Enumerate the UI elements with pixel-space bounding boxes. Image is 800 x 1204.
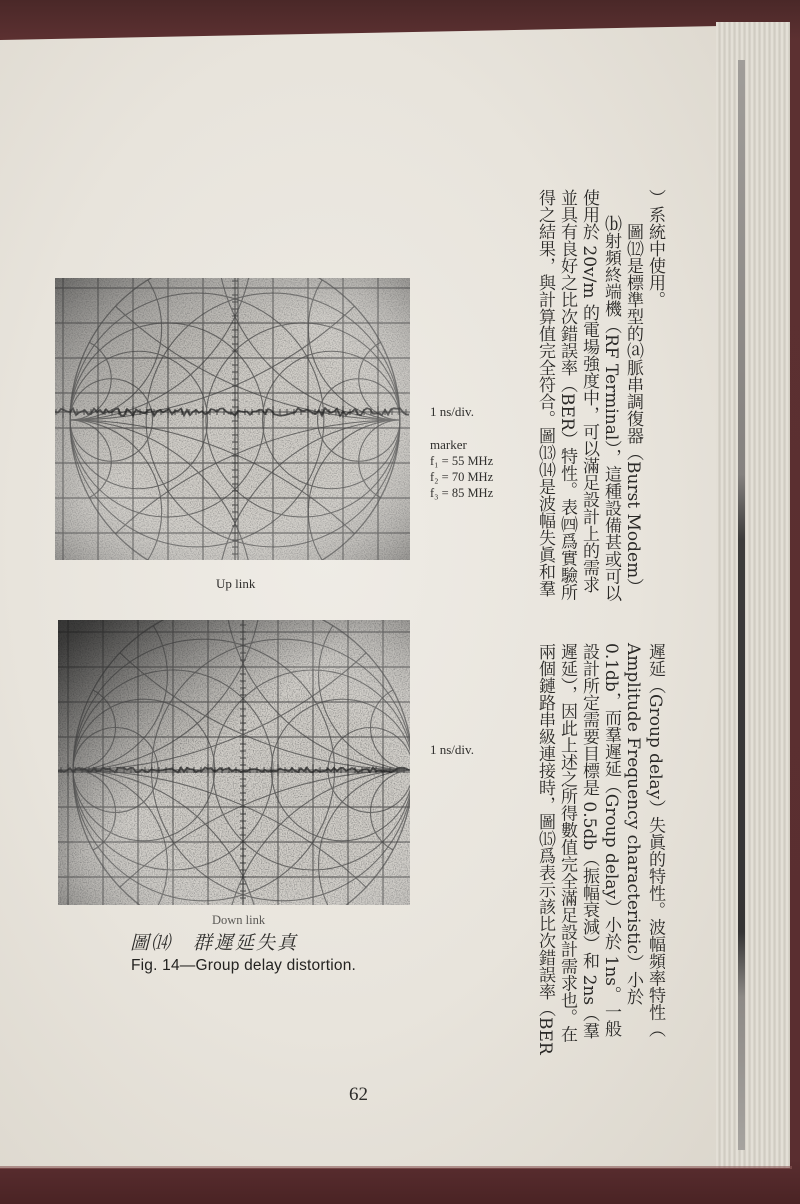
downlink-scale-label: 1 ns/div. [430,742,474,757]
uplink-scale-label: 1 ns/div. [430,404,474,419]
downlink-scope-graticule [58,620,410,905]
cover-edge [0,1166,792,1169]
page-edge-shadow [738,60,745,1150]
body-text-upper [534,189,666,629]
text-column: 並具有良好之比次錯誤率（BER）特性。表㈣爲實驗所 [557,189,577,601]
text-column: Amplitude Frequency characteristic）小於 [623,643,643,1005]
photo-shadow [55,278,410,560]
downlink-scope-image [58,620,410,905]
downlink-caption: Down link [212,913,266,927]
text-column: 得之結果，與計算值完全符合。圖⒀⒁是波幅失眞和羣 [535,189,555,597]
text-column: 使用於 20v/m 的電場強度中，可以滿足設計上的需求 [579,189,599,593]
uplink-scope-graticule [55,278,410,560]
text-column: 設計所定需要目標是 0.5db（振幅衰減）和 2ns（羣 [579,643,599,1040]
text-column: ）系統中使用。 [645,189,665,308]
text-column: ⒝射頻終端機（RF Terminal），這種設備甚或可以 [601,214,621,602]
uplink-caption: Up link [216,576,256,591]
text-column: 遲延（Group delay）失眞的特性。波幅頻率特性（ [645,643,665,1038]
page-number: 62 [349,1084,368,1105]
handwritten-chinese-caption: 圖⒁ 群遲延失真 [130,932,299,954]
text-column: 兩個鏈路串級連接時，圖⒂爲表示該比次錯誤率（BER [535,643,555,1055]
body-text-lower [534,643,666,1083]
marker-f2: f₂ = 70 MHz [430,470,494,484]
marker-f1: f₁ = 55 MHz [430,454,494,468]
marker-f3: f₃ = 85 MHz [430,486,494,500]
marker-title: marker [430,437,467,452]
uplink-scope-image [55,278,410,560]
photo-shadow [58,620,410,905]
page-edges [716,22,790,1168]
text-column: 遲延），因此上述之所得數值完全滿足設計需求也。在 [557,643,577,1043]
figure-caption: Fig. 14—Group delay distortion. [131,957,357,974]
text-column: 圖⑿是標準型的⒜脈串調復器（Burst Modem） [623,223,643,596]
text-column: 0.1db，而羣遲延（Group delay）小於 1ns。一般 [601,643,621,1037]
